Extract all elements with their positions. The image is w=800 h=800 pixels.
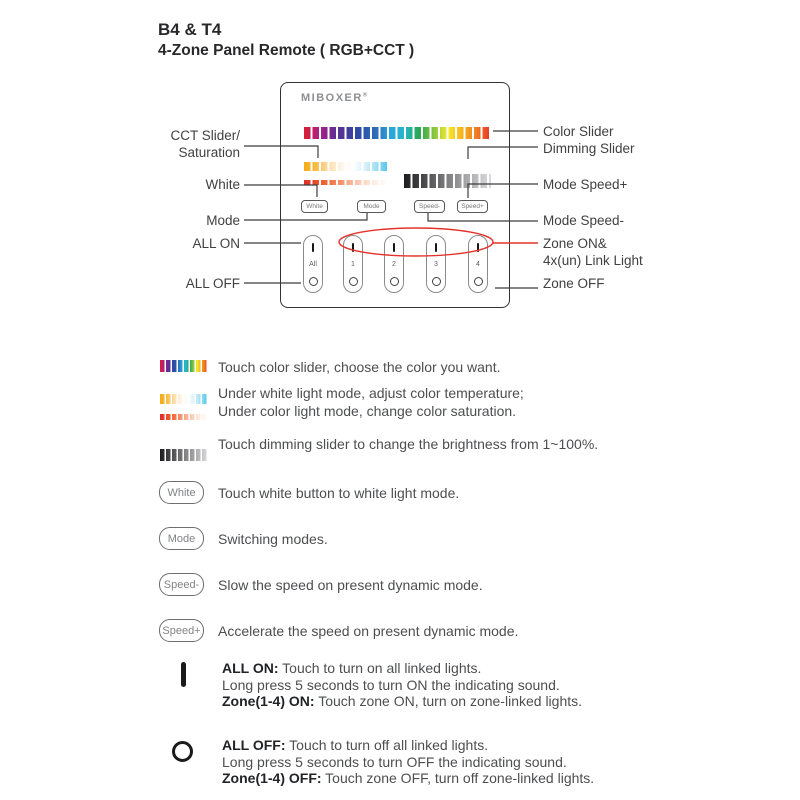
legend-speed-plus-text: Accelerate the speed on present dynamic mode. [218, 623, 519, 639]
speed-minus-button: Speed- [414, 200, 445, 213]
callout-zone-on: Zone ON& 4x(un) Link Light [543, 236, 643, 268]
callout-white: White [205, 177, 240, 192]
callout-all-on: ALL ON [192, 236, 240, 251]
speed-plus-button-icon: Speed+ [159, 619, 204, 642]
legend-dimming-text: Touch dimming slider to change the brightness from 1~100%. [218, 436, 599, 452]
cct-bar-icon [160, 394, 208, 410]
brand-name: MIBOXER [301, 92, 363, 104]
registered-mark: ® [362, 92, 368, 99]
speed-minus-button-icon: Speed- [159, 573, 204, 596]
callout-mode-speed-plus: Mode Speed+ [543, 177, 628, 192]
color-bar-icon [160, 360, 208, 372]
legend-color-text: Touch color slider, choose the color you want. [218, 359, 501, 375]
dimming-bar-icon [160, 449, 208, 461]
zone-label: 4 [476, 261, 480, 268]
mode-button: Mode [357, 200, 386, 213]
callout-dimming-slider: Dimming Slider [543, 141, 635, 156]
off-circle-icon [172, 741, 193, 762]
legend-mode-text: Switching modes. [218, 531, 328, 547]
page-title: B4 & T4 [158, 20, 222, 39]
mode-button-icon: Mode [159, 527, 204, 550]
callout-mode: Mode [206, 213, 240, 228]
zone-label: 2 [392, 261, 396, 268]
callout-color-slider: Color Slider [543, 124, 614, 139]
callout-all-off: ALL OFF [185, 276, 240, 291]
zone-on-ellipse [339, 228, 493, 256]
callout-cct-slider: CCT Slider/ Saturation [170, 128, 240, 160]
white-button: White [301, 200, 328, 213]
zone-label: All [309, 261, 317, 268]
callout-mode-speed-minus: Mode Speed- [543, 213, 625, 228]
on-bar-icon [181, 662, 186, 687]
cct-bar-bottom [160, 414, 208, 420]
zone-label: 1 [351, 261, 355, 268]
cct-bar-top [160, 394, 208, 404]
legend-cct-text: Under white light mode, adjust color temperature; Under color light mode, change color saturation. [218, 385, 524, 419]
page-subtitle: 4-Zone Panel Remote ( RGB+CCT ) [158, 42, 415, 59]
legend-white-text: Touch white button to white light mode. [218, 485, 460, 501]
speed-plus-button: Speed+ [457, 200, 488, 213]
legend-all-on-text: ALL ON: Touch to turn on all linked lights. Long press 5 seconds to turn ON the indicating sound. Zone(1-4) ON: Touch zone ON, turn on zone-linked lights. [222, 660, 583, 709]
callout-zone-off: Zone OFF [543, 276, 605, 291]
zone-label: 3 [434, 261, 438, 268]
legend-speed-minus-text: Slow the speed on present dynamic mode. [218, 577, 483, 593]
white-button-icon: White [159, 481, 204, 504]
legend-all-off-text: ALL OFF: Touch to turn off all linked lights. Long press 5 seconds to turn OFF the indicating sound. Zone(1-4) OFF: Touch zone OFF, turn off zone-linked lights. [222, 737, 595, 786]
